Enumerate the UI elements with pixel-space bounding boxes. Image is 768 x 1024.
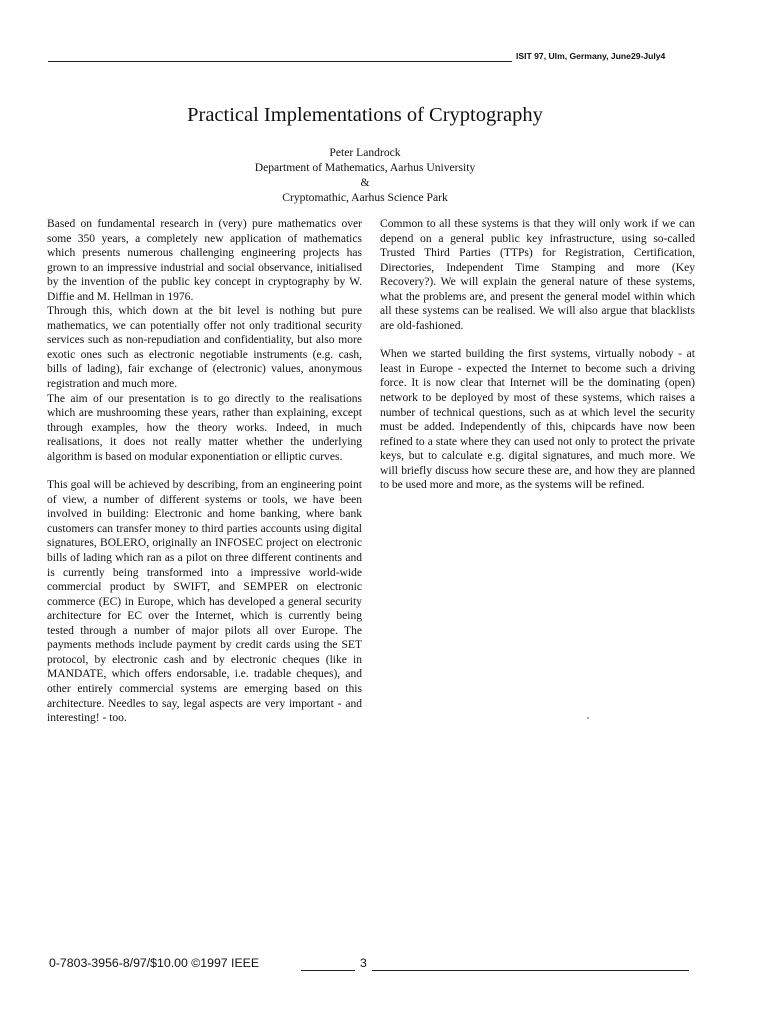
paper-title: Practical Implementations of Cryptography [187,104,543,126]
header-rule [48,61,512,62]
paragraph: This goal will be achieved by describing, from an engineering point of view, a number of different systems or tools, we have been involved in building: Electronic and home banking, where bank customers can transfer money to third parties accounts using digital signatures, BOLERO, originally an INFOSEC project on electronic bills of lading which ran as a pilot on three different continents and is currently being transformed into a impressive world-wide commercial product by SWIFT, and SEMPER on electronic commerce (EC) in Europe, which has developed a general security architecture for EC over the Internet, which is currently being tested through a number of major pilots all over Europe. The payments methods include payment by credit cards using the SET protocol, by electronic cash and by electronic cheques (like in MANDATE, which offers endorsable, i.e. tradable cheques), and other entirely commercial systems are emerging based on this architecture. Needles to say, legal aspects are very important - and interesting! - too. [47,479,362,725]
author-name: Peter Landrock [329,146,401,159]
author-affiliation-2: Cryptomathic, Aarhus Science Park [282,191,448,204]
paragraph: Based on fundamental research in (very) pure mathematics over some 350 years, a completely new application of mathematics which presents numerous challenging engineering projects has grown to an impressive industrial and social observance, initialised by the invention of the public key concept in cryptography by W. Diffie and M. Hellman in 1976. [47,218,362,303]
page-number: 3 [360,956,367,970]
right-column [380,217,695,493]
footer-rule-left [301,970,355,971]
paragraph: Through this, which down at the bit level is nothing but pure mathematics, we can potentially offer not only traditional security services such as non-repudiation and confidentiality, but also more exotic ones such as electronic negotiable instruments (e.g. cash, bills of lading), fair exchange of (electronic) values, anonymous registration and much more. [47,305,362,391]
author-conjunction: & [360,176,370,189]
paragraph: When we started building the first systems, virtually nobody - at least in Europe - expected the Internet to become such a driving force. It is now clear that Internet will be the dominating (open) network to be deployed by most of these systems, which raises a number of technical questions, such as at which level the security must be added. Independently of this, chipcards have now been refined to a state where they can used not only to protect the private keys, but to calculate e.g. digital signatures, and much more. We will briefly discuss how secure these are, and how they are planned to be used more and more, as the systems will be refined. [380,348,695,492]
running-head: ISIT 97, Ulm, Germany, June29-July4 [516,51,666,61]
left-column [47,217,362,726]
footer-rule-right [372,970,689,971]
paragraph: Common to all these systems is that they will only work if we can depend on a general public key infrastructure, using so-called Trusted Third Parties (TTPs) for Registration, Certification, Directories, Independent Time Stamping and more (Key Recovery?). We will explain the general nature of these systems, what the problems are, and present the general model within which all these systems can be realised. We will also argue that blacklists are old-fashioned. [380,218,695,332]
scan-speck [587,717,589,719]
footer-code: 0-7803-3956-8/97/$10.00 ©1997 IEEE [49,956,260,970]
paragraph: The aim of our presentation is to go directly to the realisations which are mushrooming these years, rather than explaining, except through examples, how the theory works. Indeed, in much realisations, it does not really matter whether the underlying algorithm is based on modular exponentiation or elliptic curves. [47,392,362,463]
author-block [0,145,730,205]
author-affiliation-1: Department of Mathematics, Aarhus University [254,161,476,174]
